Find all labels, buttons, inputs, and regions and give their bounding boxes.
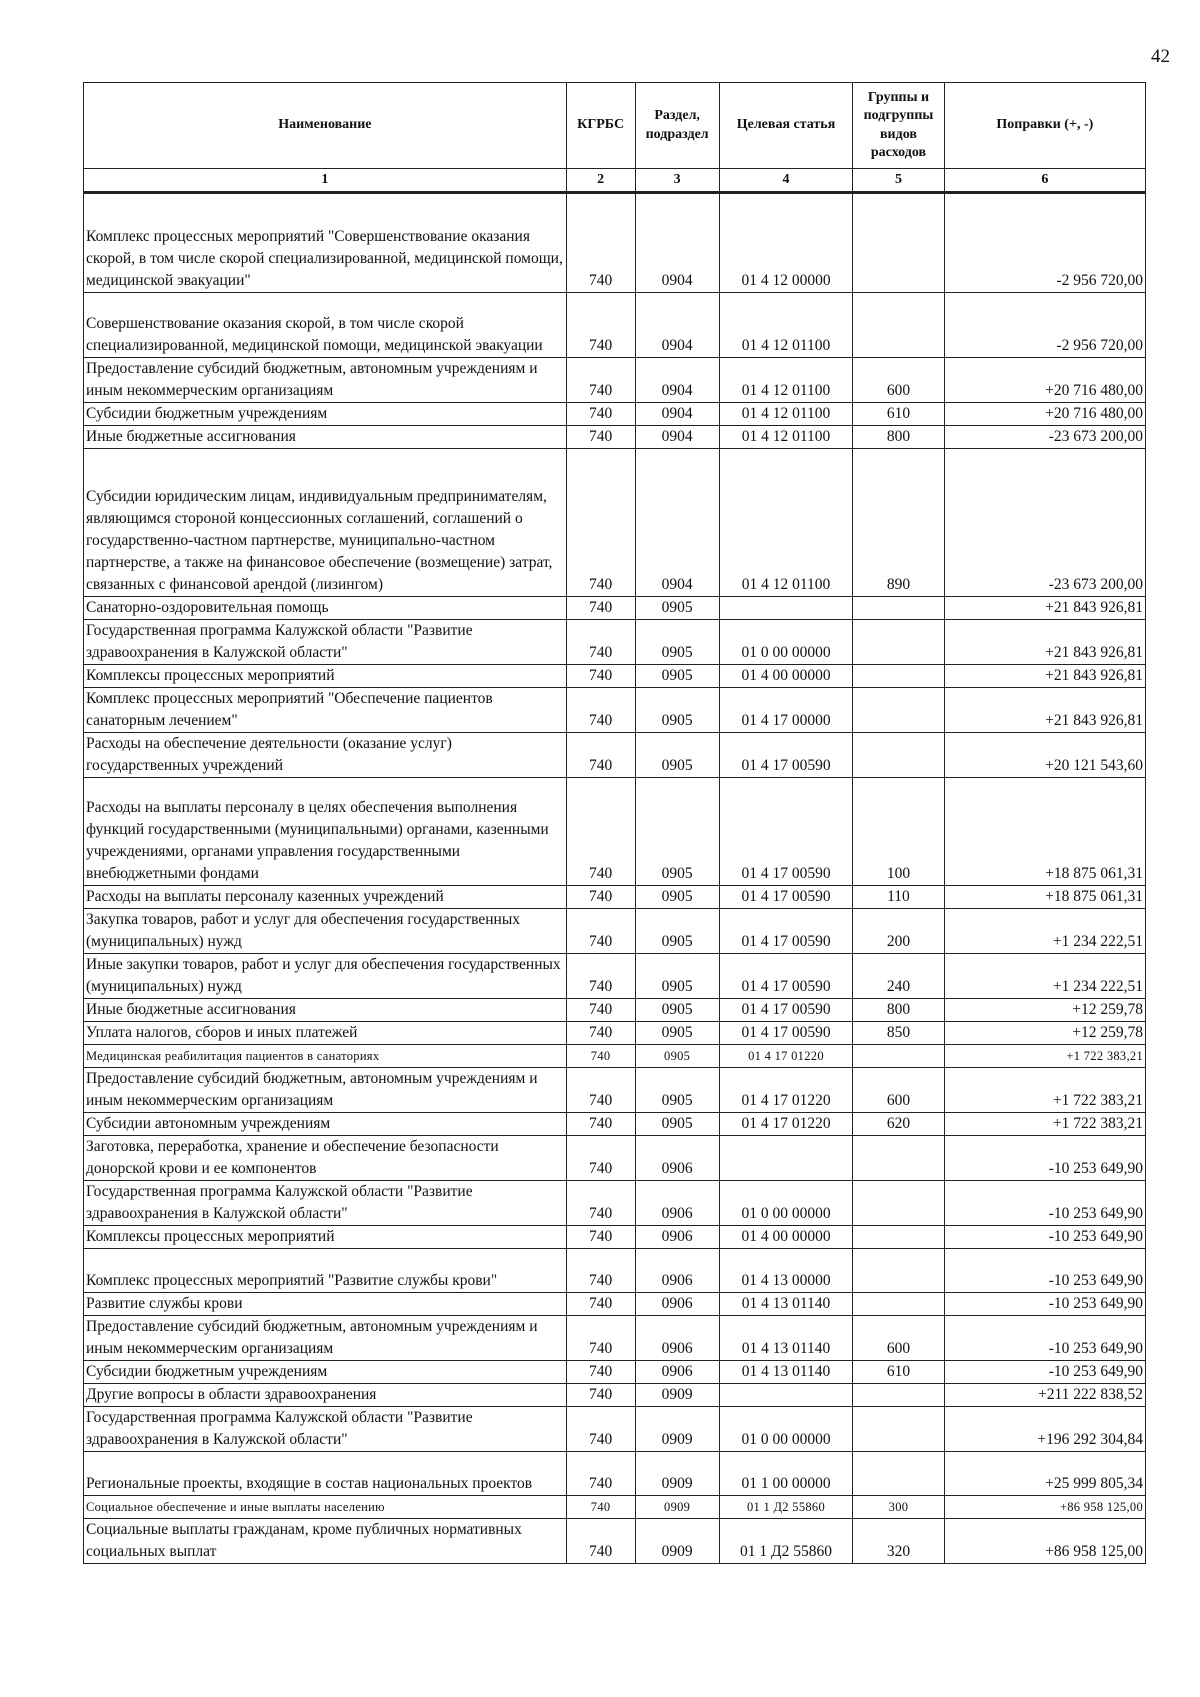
row-section-cell: 0909 (635, 1496, 719, 1519)
column-number: 6 (944, 169, 1145, 193)
row-name-cell: Другие вопросы в области здравоохранения (84, 1384, 567, 1407)
row-name-cell: Предоставление субсидий бюджетным, автономным учреждениям и иным некоммерческим организациям (84, 358, 567, 403)
row-group-cell (853, 293, 944, 358)
row-kgrbs-cell: 740 (566, 665, 635, 688)
table-row (84, 1519, 1146, 1564)
row-target-cell: 01 4 17 01220 (719, 1045, 853, 1068)
row-name-cell: Расходы на обеспечение деятельности (оказание услуг) государственных учреждений (84, 733, 567, 778)
row-group-cell: 110 (853, 886, 944, 909)
row-kgrbs-cell: 740 (566, 1293, 635, 1316)
column-numbers-row (84, 169, 1146, 193)
table-header-row (84, 83, 1146, 169)
row-amount-cell: +1 234 222,51 (944, 909, 1145, 954)
table-row (84, 778, 1146, 886)
row-amount-cell: +20 121 543,60 (944, 733, 1145, 778)
row-section-cell: 0905 (635, 999, 719, 1022)
row-amount-cell: -10 253 649,90 (944, 1316, 1145, 1361)
table-row (84, 886, 1146, 909)
row-kgrbs-cell: 740 (566, 778, 635, 886)
row-section-cell: 0905 (635, 597, 719, 620)
row-group-cell: 800 (853, 999, 944, 1022)
row-target-cell: 01 4 17 00590 (719, 999, 853, 1022)
row-group-cell (853, 1249, 944, 1293)
row-section-cell: 0904 (635, 403, 719, 426)
header-groups: Группы и подгруппы видов расходов (853, 83, 944, 169)
row-target-cell (719, 597, 853, 620)
row-amount-cell: +86 958 125,00 (944, 1519, 1145, 1564)
table-row (84, 426, 1146, 449)
row-target-cell: 01 4 17 00000 (719, 688, 853, 733)
row-group-cell (853, 620, 944, 665)
row-group-cell: 610 (853, 1361, 944, 1384)
row-target-cell: 01 1 00 00000 (719, 1452, 853, 1496)
row-kgrbs-cell: 740 (566, 358, 635, 403)
row-name-cell: Заготовка, переработка, хранение и обеспечение безопасности донорской крови и ее компонентов (84, 1136, 567, 1181)
row-target-cell: 01 4 17 01220 (719, 1113, 853, 1136)
row-amount-cell: -10 253 649,90 (944, 1361, 1145, 1384)
table-row (84, 954, 1146, 999)
row-group-cell (853, 1384, 944, 1407)
row-kgrbs-cell: 740 (566, 688, 635, 733)
row-amount-cell: +12 259,78 (944, 999, 1145, 1022)
row-target-cell: 01 0 00 00000 (719, 620, 853, 665)
row-group-cell: 240 (853, 954, 944, 999)
row-section-cell: 0906 (635, 1361, 719, 1384)
row-kgrbs-cell: 740 (566, 293, 635, 358)
row-group-cell (853, 665, 944, 688)
row-amount-cell: -10 253 649,90 (944, 1136, 1145, 1181)
row-kgrbs-cell: 740 (566, 1136, 635, 1181)
column-number: 4 (719, 169, 853, 193)
row-name-cell: Санаторно-оздоровительная помощь (84, 597, 567, 620)
row-name-cell: Медицинская реабилитация пациентов в санаториях (84, 1045, 567, 1068)
table-body (84, 193, 1146, 1564)
row-name-cell: Государственная программа Калужской области "Развитие здравоохранения в Калужской области" (84, 1407, 567, 1452)
row-amount-cell: +211 222 838,52 (944, 1384, 1145, 1407)
row-target-cell: 01 1 Д2 55860 (719, 1496, 853, 1519)
row-section-cell: 0906 (635, 1249, 719, 1293)
row-name-cell: Комплекс процессных мероприятий "Развитие службы крови" (84, 1249, 567, 1293)
table-row (84, 597, 1146, 620)
row-section-cell: 0909 (635, 1384, 719, 1407)
row-group-cell: 200 (853, 909, 944, 954)
row-section-cell: 0909 (635, 1452, 719, 1496)
row-target-cell (719, 1136, 853, 1181)
row-amount-cell: +21 843 926,81 (944, 597, 1145, 620)
row-section-cell: 0904 (635, 426, 719, 449)
row-amount-cell: +18 875 061,31 (944, 886, 1145, 909)
row-kgrbs-cell: 740 (566, 1407, 635, 1452)
page-number: 42 (1151, 46, 1170, 67)
row-section-cell: 0904 (635, 193, 719, 293)
table-row (84, 999, 1146, 1022)
row-target-cell: 01 4 13 01140 (719, 1361, 853, 1384)
row-kgrbs-cell: 740 (566, 1249, 635, 1293)
row-name-cell: Субсидии юридическим лицам, индивидуальным предпринимателям, являющимся стороной концессионных соглашений, соглашений о государственно-частном партнерстве, муниципально-частном партнерстве, а также на финансовое обеспечение (возмещение) затрат, связанных с финансовой арендой (лизингом) (84, 449, 567, 597)
row-target-cell: 01 0 00 00000 (719, 1407, 853, 1452)
table-row (84, 1181, 1146, 1226)
row-name-cell: Социальные выплаты гражданам, кроме публичных нормативных социальных выплат (84, 1519, 567, 1564)
row-name-cell: Субсидии бюджетным учреждениям (84, 1361, 567, 1384)
row-kgrbs-cell: 740 (566, 1384, 635, 1407)
row-group-cell: 100 (853, 778, 944, 886)
column-number: 2 (566, 169, 635, 193)
row-target-cell: 01 4 17 00590 (719, 954, 853, 999)
row-kgrbs-cell: 740 (566, 449, 635, 597)
row-group-cell (853, 1136, 944, 1181)
row-group-cell: 850 (853, 1022, 944, 1045)
row-target-cell: 01 4 17 00590 (719, 733, 853, 778)
row-name-cell: Социальное обеспечение и иные выплаты населению (84, 1496, 567, 1519)
row-amount-cell: +21 843 926,81 (944, 665, 1145, 688)
row-target-cell: 01 4 12 01100 (719, 358, 853, 403)
row-kgrbs-cell: 740 (566, 954, 635, 999)
row-name-cell: Иные бюджетные ассигнования (84, 999, 567, 1022)
row-name-cell: Региональные проекты, входящие в состав национальных проектов (84, 1452, 567, 1496)
row-kgrbs-cell: 740 (566, 1361, 635, 1384)
row-target-cell: 01 4 17 00590 (719, 1022, 853, 1045)
row-name-cell: Расходы на выплаты персоналу в целях обеспечения выполнения функций государственными (муниципальными) органами, казенными учреждениями, органами управления государственными внебюджетными фондами (84, 778, 567, 886)
row-group-cell: 300 (853, 1496, 944, 1519)
row-amount-cell: -2 956 720,00 (944, 293, 1145, 358)
row-group-cell (853, 1226, 944, 1249)
row-kgrbs-cell: 740 (566, 193, 635, 293)
row-name-cell: Комплексы процессных мероприятий (84, 1226, 567, 1249)
row-kgrbs-cell: 740 (566, 1113, 635, 1136)
row-section-cell: 0906 (635, 1136, 719, 1181)
row-target-cell: 01 4 17 00590 (719, 909, 853, 954)
table-row (84, 193, 1146, 293)
row-group-cell: 320 (853, 1519, 944, 1564)
row-kgrbs-cell: 740 (566, 886, 635, 909)
budget-amendments-table (83, 82, 1146, 1564)
row-target-cell: 01 4 12 01100 (719, 426, 853, 449)
column-number: 5 (853, 169, 944, 193)
row-name-cell: Предоставление субсидий бюджетным, автономным учреждениям и иным некоммерческим организациям (84, 1068, 567, 1113)
row-kgrbs-cell: 740 (566, 620, 635, 665)
row-amount-cell: -10 253 649,90 (944, 1181, 1145, 1226)
row-target-cell: 01 1 Д2 55860 (719, 1519, 853, 1564)
row-amount-cell: -10 253 649,90 (944, 1226, 1145, 1249)
row-section-cell: 0905 (635, 620, 719, 665)
row-name-cell: Иные закупки товаров, работ и услуг для обеспечения государственных (муниципальных) нужд (84, 954, 567, 999)
row-kgrbs-cell: 740 (566, 1068, 635, 1113)
table-row (84, 1022, 1146, 1045)
row-section-cell: 0905 (635, 1068, 719, 1113)
row-amount-cell: -2 956 720,00 (944, 193, 1145, 293)
row-amount-cell: +196 292 304,84 (944, 1407, 1145, 1452)
row-kgrbs-cell: 740 (566, 1226, 635, 1249)
row-amount-cell: +1 234 222,51 (944, 954, 1145, 999)
row-section-cell: 0909 (635, 1519, 719, 1564)
row-name-cell: Закупка товаров, работ и услуг для обеспечения государственных (муниципальных) нужд (84, 909, 567, 954)
row-section-cell: 0905 (635, 733, 719, 778)
row-target-cell: 01 0 00 00000 (719, 1181, 853, 1226)
row-kgrbs-cell: 740 (566, 403, 635, 426)
row-name-cell: Государственная программа Калужской области "Развитие здравоохранения в Калужской области" (84, 620, 567, 665)
row-section-cell: 0905 (635, 909, 719, 954)
row-kgrbs-cell: 740 (566, 1316, 635, 1361)
row-kgrbs-cell: 740 (566, 909, 635, 954)
table-row (84, 733, 1146, 778)
table-row (84, 665, 1146, 688)
row-group-cell (853, 733, 944, 778)
row-target-cell: 01 4 12 01100 (719, 293, 853, 358)
row-group-cell: 600 (853, 1068, 944, 1113)
row-target-cell: 01 4 17 00590 (719, 778, 853, 886)
header-name: Наименование (84, 83, 567, 169)
row-target-cell: 01 4 13 00000 (719, 1249, 853, 1293)
row-group-cell (853, 688, 944, 733)
row-name-cell: Государственная программа Калужской области "Развитие здравоохранения в Калужской области" (84, 1181, 567, 1226)
row-kgrbs-cell: 740 (566, 426, 635, 449)
row-amount-cell: +25 999 805,34 (944, 1452, 1145, 1496)
row-amount-cell: -10 253 649,90 (944, 1249, 1145, 1293)
table-row (84, 403, 1146, 426)
row-section-cell: 0906 (635, 1181, 719, 1226)
row-name-cell: Комплекс процессных мероприятий "Совершенствование оказания скорой, в том числе скорой специализированной, медицинской помощи, медицинской эвакуации" (84, 193, 567, 293)
row-kgrbs-cell: 740 (566, 999, 635, 1022)
row-section-cell: 0909 (635, 1407, 719, 1452)
table-row (84, 358, 1146, 403)
row-section-cell: 0905 (635, 954, 719, 999)
column-number: 1 (84, 169, 567, 193)
row-kgrbs-cell: 740 (566, 1496, 635, 1519)
row-group-cell (853, 1293, 944, 1316)
table-row (84, 1249, 1146, 1293)
header-amendments: Поправки (+, -) (944, 83, 1145, 169)
row-kgrbs-cell: 740 (566, 1181, 635, 1226)
row-kgrbs-cell: 740 (566, 1452, 635, 1496)
row-kgrbs-cell: 740 (566, 597, 635, 620)
row-name-cell: Расходы на выплаты персоналу казенных учреждений (84, 886, 567, 909)
row-group-cell: 890 (853, 449, 944, 597)
table-row (84, 1113, 1146, 1136)
table-row (84, 1226, 1146, 1249)
row-section-cell: 0905 (635, 665, 719, 688)
table-row (84, 1293, 1146, 1316)
header-section: Раздел, подраздел (635, 83, 719, 169)
header-target: Целевая статья (719, 83, 853, 169)
row-section-cell: 0904 (635, 293, 719, 358)
row-target-cell: 01 4 13 01140 (719, 1316, 853, 1361)
row-name-cell: Предоставление субсидий бюджетным, автономным учреждениям и иным некоммерческим организациям (84, 1316, 567, 1361)
table-row (84, 1361, 1146, 1384)
row-name-cell: Субсидии бюджетным учреждениям (84, 403, 567, 426)
row-amount-cell: +1 722 383,21 (944, 1045, 1145, 1068)
row-group-cell (853, 193, 944, 293)
table-row (84, 1384, 1146, 1407)
table-row (84, 909, 1146, 954)
row-amount-cell: +20 716 480,00 (944, 403, 1145, 426)
row-kgrbs-cell: 740 (566, 1045, 635, 1068)
row-name-cell: Совершенствование оказания скорой, в том числе скорой специализированной, медицинской помощи, медицинской эвакуации (84, 293, 567, 358)
table-row (84, 1316, 1146, 1361)
row-amount-cell: -23 673 200,00 (944, 426, 1145, 449)
table-row (84, 620, 1146, 665)
row-amount-cell: +12 259,78 (944, 1022, 1145, 1045)
row-group-cell: 800 (853, 426, 944, 449)
row-target-cell: 01 4 12 01100 (719, 449, 853, 597)
table-row (84, 449, 1146, 597)
row-section-cell: 0905 (635, 778, 719, 886)
row-group-cell: 600 (853, 358, 944, 403)
row-kgrbs-cell: 740 (566, 733, 635, 778)
table-row (84, 1045, 1146, 1068)
row-target-cell: 01 4 17 00590 (719, 886, 853, 909)
header-kgrbs: КГРБС (566, 83, 635, 169)
row-section-cell: 0904 (635, 449, 719, 597)
row-group-cell: 620 (853, 1113, 944, 1136)
row-name-cell: Иные бюджетные ассигнования (84, 426, 567, 449)
row-group-cell (853, 1407, 944, 1452)
table-row (84, 1407, 1146, 1452)
row-group-cell (853, 1452, 944, 1496)
row-group-cell (853, 1181, 944, 1226)
row-amount-cell: +21 843 926,81 (944, 688, 1145, 733)
row-section-cell: 0905 (635, 688, 719, 733)
row-section-cell: 0905 (635, 886, 719, 909)
row-section-cell: 0904 (635, 358, 719, 403)
row-amount-cell: +86 958 125,00 (944, 1496, 1145, 1519)
row-name-cell: Комплекс процессных мероприятий "Обеспечение пациентов санаторным лечением" (84, 688, 567, 733)
table-row (84, 1452, 1146, 1496)
row-amount-cell: -23 673 200,00 (944, 449, 1145, 597)
row-name-cell: Субсидии автономным учреждениям (84, 1113, 567, 1136)
table-row (84, 293, 1146, 358)
row-section-cell: 0905 (635, 1022, 719, 1045)
row-amount-cell: +18 875 061,31 (944, 778, 1145, 886)
column-number: 3 (635, 169, 719, 193)
table-row (84, 1496, 1146, 1519)
row-group-cell (853, 1045, 944, 1068)
table-row (84, 1136, 1146, 1181)
row-amount-cell: +1 722 383,21 (944, 1113, 1145, 1136)
row-section-cell: 0905 (635, 1045, 719, 1068)
row-section-cell: 0906 (635, 1226, 719, 1249)
row-target-cell: 01 4 17 01220 (719, 1068, 853, 1113)
row-group-cell: 610 (853, 403, 944, 426)
row-target-cell: 01 4 00 00000 (719, 1226, 853, 1249)
table-row (84, 688, 1146, 733)
row-amount-cell: +1 722 383,21 (944, 1068, 1145, 1113)
row-name-cell: Уплата налогов, сборов и иных платежей (84, 1022, 567, 1045)
row-amount-cell: +20 716 480,00 (944, 358, 1145, 403)
row-section-cell: 0906 (635, 1316, 719, 1361)
row-target-cell: 01 4 13 01140 (719, 1293, 853, 1316)
row-target-cell (719, 1384, 853, 1407)
row-amount-cell: +21 843 926,81 (944, 620, 1145, 665)
row-name-cell: Комплексы процессных мероприятий (84, 665, 567, 688)
row-section-cell: 0906 (635, 1293, 719, 1316)
row-amount-cell: -10 253 649,90 (944, 1293, 1145, 1316)
row-name-cell: Развитие службы крови (84, 1293, 567, 1316)
row-group-cell: 600 (853, 1316, 944, 1361)
row-section-cell: 0905 (635, 1113, 719, 1136)
row-target-cell: 01 4 12 00000 (719, 193, 853, 293)
row-kgrbs-cell: 740 (566, 1519, 635, 1564)
row-target-cell: 01 4 00 00000 (719, 665, 853, 688)
row-target-cell: 01 4 12 01100 (719, 403, 853, 426)
table-row (84, 1068, 1146, 1113)
row-kgrbs-cell: 740 (566, 1022, 635, 1045)
row-group-cell (853, 597, 944, 620)
